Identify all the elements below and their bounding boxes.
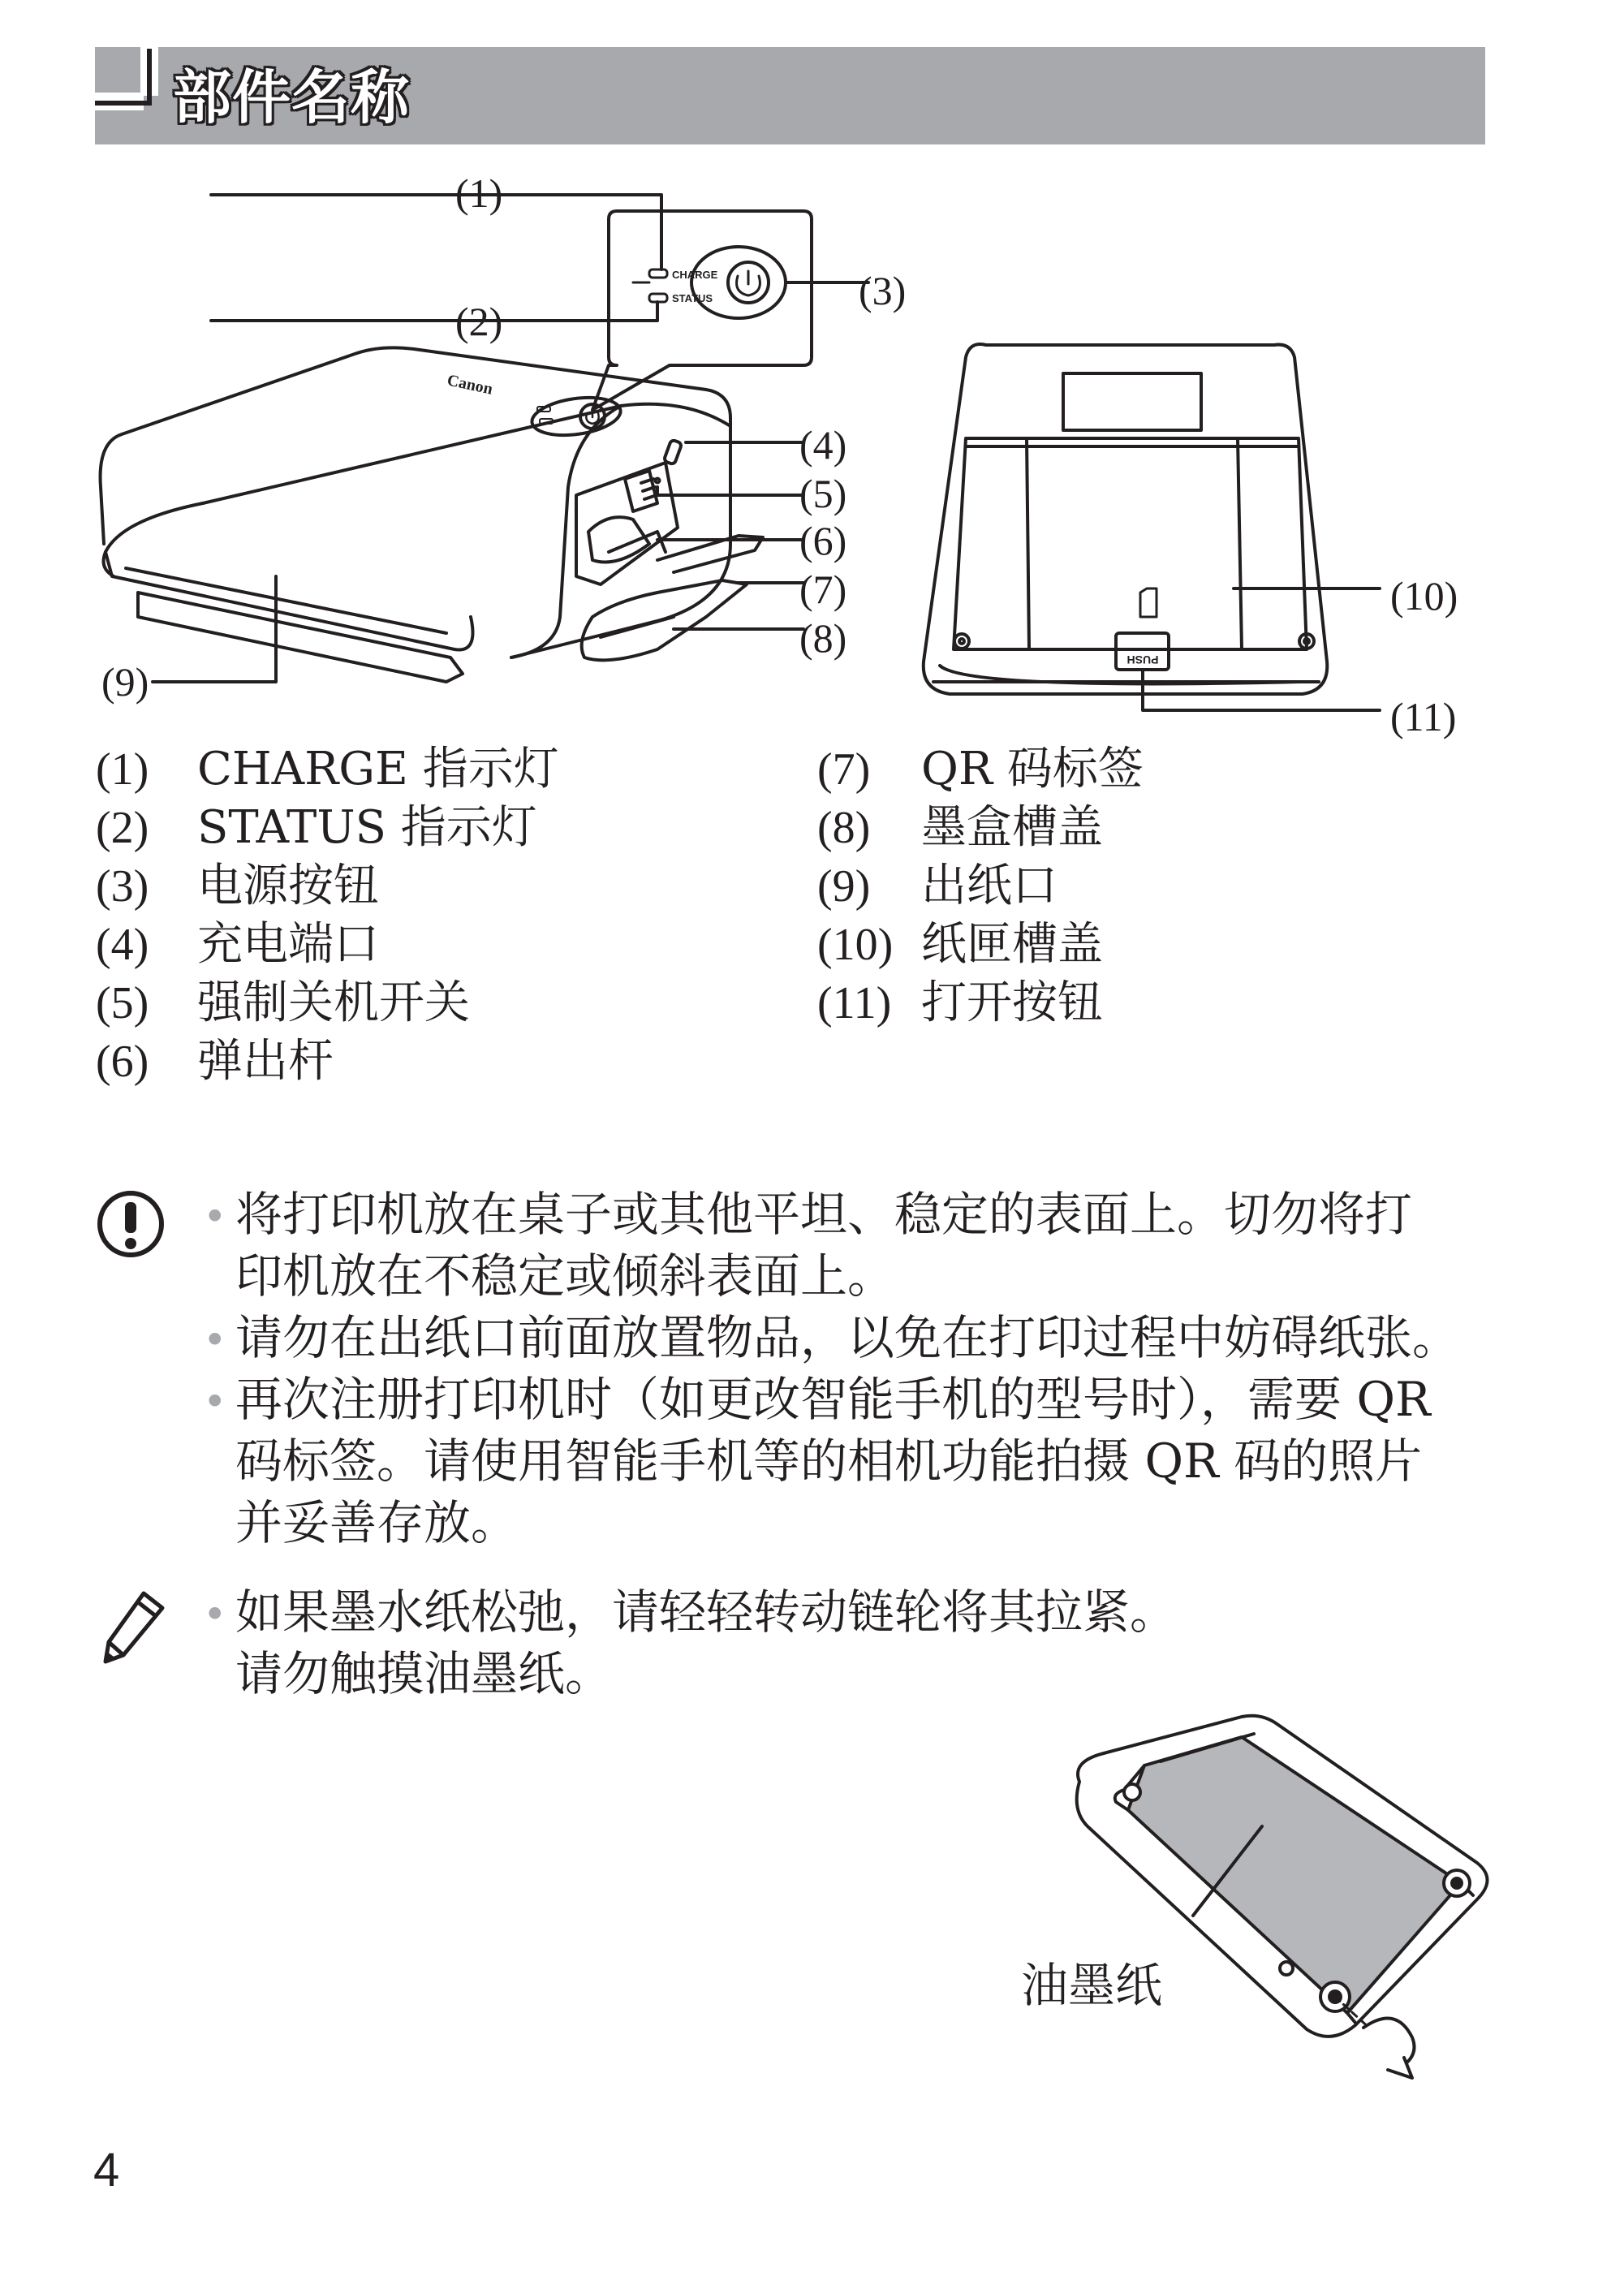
inset-status-text: STATUS bbox=[672, 292, 713, 304]
page-number: 4 bbox=[93, 2144, 120, 2196]
exclamation-circle-icon bbox=[96, 1189, 166, 1259]
callout-9: (9) bbox=[101, 659, 149, 705]
bullet-dot: • bbox=[203, 1591, 227, 1638]
part-item-2: (2) STATUS 指示灯 bbox=[96, 801, 537, 854]
part-item-5: (5) 强制关机开关 bbox=[96, 976, 470, 1029]
part-item-6: (6) 弹出杆 bbox=[96, 1035, 334, 1088]
inset-charge-text: CHARGE bbox=[672, 269, 718, 281]
bullet-dot: • bbox=[203, 1317, 227, 1364]
bullet-dot: • bbox=[203, 1378, 227, 1425]
part-item-7: (7) QR 码标签 bbox=[817, 743, 1144, 795]
callout-6: (6) bbox=[799, 518, 847, 563]
caution-line-3: 请勿在出纸口前面放置物品，以免在打印过程中妨碍纸张。 bbox=[235, 1310, 1460, 1365]
part-item-9: (9) 出纸口 bbox=[817, 860, 1058, 912]
caution-line-4: 再次注册打印机时（如更改智能手机的型号时），需要 QR bbox=[235, 1372, 1431, 1427]
ink-sheet-label: 油墨纸 bbox=[1021, 1958, 1163, 2013]
caution-line-5: 码标签。请使用智能手机等的相机功能拍摄 QR 码的照片 bbox=[235, 1433, 1423, 1489]
pencil-icon bbox=[99, 1587, 172, 1668]
caution-line-2: 印机放在不稳定或倾斜表面上。 bbox=[235, 1248, 895, 1304]
callout-7: (7) bbox=[799, 567, 847, 612]
memo-line-2: 请勿触摸油墨纸。 bbox=[235, 1646, 613, 1701]
part-item-1: (1) CHARGE 指示灯 bbox=[96, 743, 559, 795]
callout-5: (5) bbox=[799, 471, 847, 516]
callout-3: (3) bbox=[859, 268, 907, 313]
callout-11: (11) bbox=[1390, 694, 1457, 739]
brand-logo: Canon bbox=[445, 371, 494, 399]
printer-back-diagram bbox=[917, 341, 1501, 747]
callout-10: (10) bbox=[1390, 573, 1458, 619]
title-corner-bracket bbox=[91, 45, 164, 118]
caution-line-1: 将打印机放在桌子或其他平坦、稳定的表面上。切勿将打 bbox=[235, 1187, 1413, 1242]
caution-line-6: 并妥善存放。 bbox=[235, 1495, 519, 1550]
part-item-11: (11) 打开按钮 bbox=[817, 976, 1103, 1029]
part-item-10: (10) 纸匣槽盖 bbox=[817, 918, 1103, 971]
memo-line-1: 如果墨水纸松弛，请轻轻转动链轮将其拉紧。 bbox=[235, 1584, 1178, 1640]
page-title: 部件名称 bbox=[173, 63, 411, 131]
part-item-3: (3) 电源按钮 bbox=[96, 860, 379, 912]
part-item-8: (8) 墨盒槽盖 bbox=[817, 801, 1103, 854]
callout-2: (2) bbox=[455, 299, 503, 344]
callout-4: (4) bbox=[799, 422, 847, 468]
push-label: PUSH bbox=[1126, 653, 1159, 666]
part-item-4: (4) 充电端口 bbox=[96, 918, 379, 971]
callout-8: (8) bbox=[799, 615, 847, 661]
callout-1: (1) bbox=[455, 170, 503, 216]
bullet-dot: • bbox=[203, 1193, 227, 1240]
ink-cartridge-diagram bbox=[1055, 1688, 1510, 2094]
